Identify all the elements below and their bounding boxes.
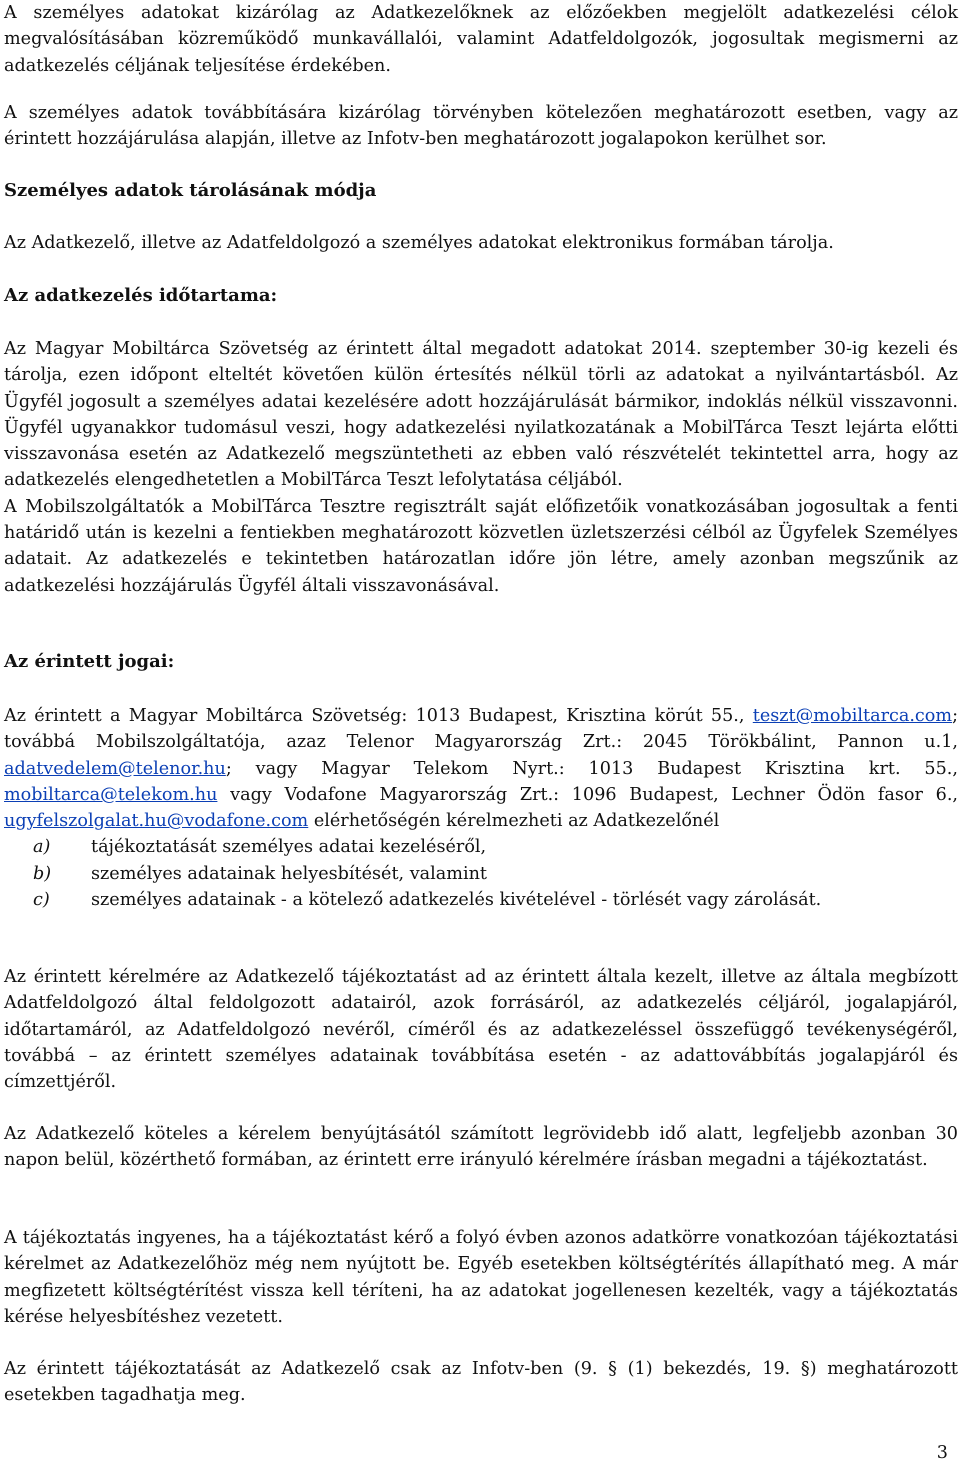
rights-list [4, 834, 958, 913]
paragraph-free-of-charge: A tájékoztatás ingyenes, ha a tájékoztatást kérő a folyó évben azonos adatkörre vonatkozóan tájékoztatási kérelmet az Adatkezelőhöz még nem nyújtott be. Egyéb esetekben költségtérítés állapítható meg. A már megfizetett költségtérítést vissza kell téríteni, ha az adatokat jogellenesen kezelték, vagy a tájékoztatás kérése helyesbítéshez vezetett. [4, 1228, 958, 1327]
paragraph-duration: Az Magyar Mobiltárca Szövetség az érintett által megadott adatokat 2014. szeptember 30-ig kezeli és tárolja, ezen időpont elteltét követően külön értesítés nélkül törli az adatokat a nyilvántartásból. Az Ügyfél jogosult a személyes adatai kezelésére adott hozzájárulását bármikor, indoklás nélkül visszavonni. Ügyfél ugyanakkor tudomásul veszi, hogy adatkezelési nyilatkozatának a MobilTárca Teszt lejárta előtti visszavonása esetén az Adatkezelő megszüntetheti az ebben való részvételét tekintettel arra, hogy az adatkezelés elengedhetetlen a MobilTárca Teszt lefolytatása céljából. A Mobilszolgáltatók a MobilTárca Tesztre regisztrált saját előfizetőik vonatkozásában jogosultak a fenti határidő után is kezelni a fentiekben meghatározott közvetlen üzletszerzési célból az Ügyfelek Személyes adatait. Az adatkezelés e tekintetben határozatlan időre jön létre, amely azonban megszűnik az adatkezelési hozzájárulás Ügyfél általi visszavonásával. [4, 336, 958, 599]
heading-duration: Az adatkezelés időtartama: [4, 285, 278, 306]
heading-rights: Az érintett jogai: [4, 651, 175, 672]
paragraph-data-transfer: A személyes adatok továbbítására kizárólag törvényben kötelezően meghatározott esetben, vagy az érintett hozzájárulása alapján, illetve az Infotv-ben meghatározott jogalapokon kerülhet sor. [4, 103, 958, 150]
page-number: 3 [936, 1443, 948, 1463]
heading-storage: Személyes adatok tárolásának módja [4, 180, 377, 201]
paragraph-data-access: A személyes adatokat kizárólag az Adatkezelőknek az előzőekben megjelölt adatkezelési célok megvalósításában közreműködő munkavállalói, valamint Adatfeldolgozók, jogosultak megismerni az adatkezelés céljának teljesítése érdekében. [4, 3, 958, 76]
list-item: b) személyes adatainak helyesbítését, valamint [33, 863, 487, 884]
email-link-telekom[interactable]: mobiltarca@telekom.hu [4, 784, 218, 805]
email-link-telenor[interactable]: adatvedelem@telenor.hu [4, 758, 226, 779]
paragraph-storage: Az Adatkezelő, illetve az Adatfeldolgozó a személyes adatokat elektronikus formában tárolja. [4, 233, 834, 253]
paragraph-request: Az érintett kérelmére az Adatkezelő tájékoztatást ad az érintett általa kezelt, illetve az általa megbízott Adatfeldolgozó által feldolgozott adatairól, azok forrásáról, az adatkezelés céljáról, jogalapjáról, időtartamáról, az Adatfeldolgozó nevéről, címéről és az adatkezeléssel összefüggő tevékenységéről, továbbá – az érintett személyes adatainak továbbítása esetén - az adattovábbítás jogalapjáról és címzettjéről. [4, 967, 958, 1093]
paragraph-deadline: Az Adatkezelő köteles a kérelem benyújtásától számított legrövidebb idő alatt, legfeljebb azonban 30 napon belül, közérthető formában, az érintett erre irányuló kérelmére írásban megadni a tájékoztatást. [4, 1124, 958, 1171]
list-item: c) személyes adatainak - a kötelező adatkezelés kivételével - törlését vagy zárolását. [33, 890, 822, 911]
list-item: a) tájékoztatását személyes adatai kezeléséről, [33, 837, 487, 858]
paragraph-rights: Az érintett a Magyar Mobiltárca Szövetség: 1013 Budapest, Krisztina körút 55., teszt@mobiltarca.com; továbbá Mobilszolgáltatója, azaz Telenor Magyarország Zrt.: 2045 Törökbálint, Pannon u.1, adatvedelem@telenor.hu; vagy Magyar Telekom Nyrt.: 1013 Budapest Krisztina krt. 55., mobiltarca@telekom.hu vagy Vodafone Magyarország Zrt.: 1096 Budapest, Lechner Ödön fasor 6., ugyfelszolgalat.hu@vodafone.com elérhetőségén kérelmezheti az Adatkezelőnél a) tájékoztatását személyes adatai kezeléséről, b) személyes adatainak helyesbítését, valamint c) személyes adatainak - a kötelező adatkezelés kivételével - törlését vagy zárolását. [4, 703, 958, 913]
paragraph-mobile-providers: A Mobilszolgáltatók a MobilTárca Tesztre regisztrált saját előfizetőik vonatkozásában jogosultak a fenti határidő után is kezelni a fentiekben meghatározott közvetlen üzletszerzési célból az Ügyfelek Személyes adatait. Az adatkezelés e tekintetben határozatlan időre jön létre, amely azonban megszűnik az adatkezelési hozzájárulás Ügyfél általi visszavonásával. [4, 496, 958, 596]
email-link-vodafone[interactable]: ugyfelszolgalat.hu@vodafone.com [4, 811, 309, 832]
email-link-mobiltarca[interactable]: teszt@mobiltarca.com [752, 706, 953, 726]
paragraph-refusal: Az érintett tájékoztatását az Adatkezelő csak az Infotv-ben (9. § (1) bekezdés, 19. §) meghatározott esetekben tagadhatja meg. [4, 1359, 958, 1406]
